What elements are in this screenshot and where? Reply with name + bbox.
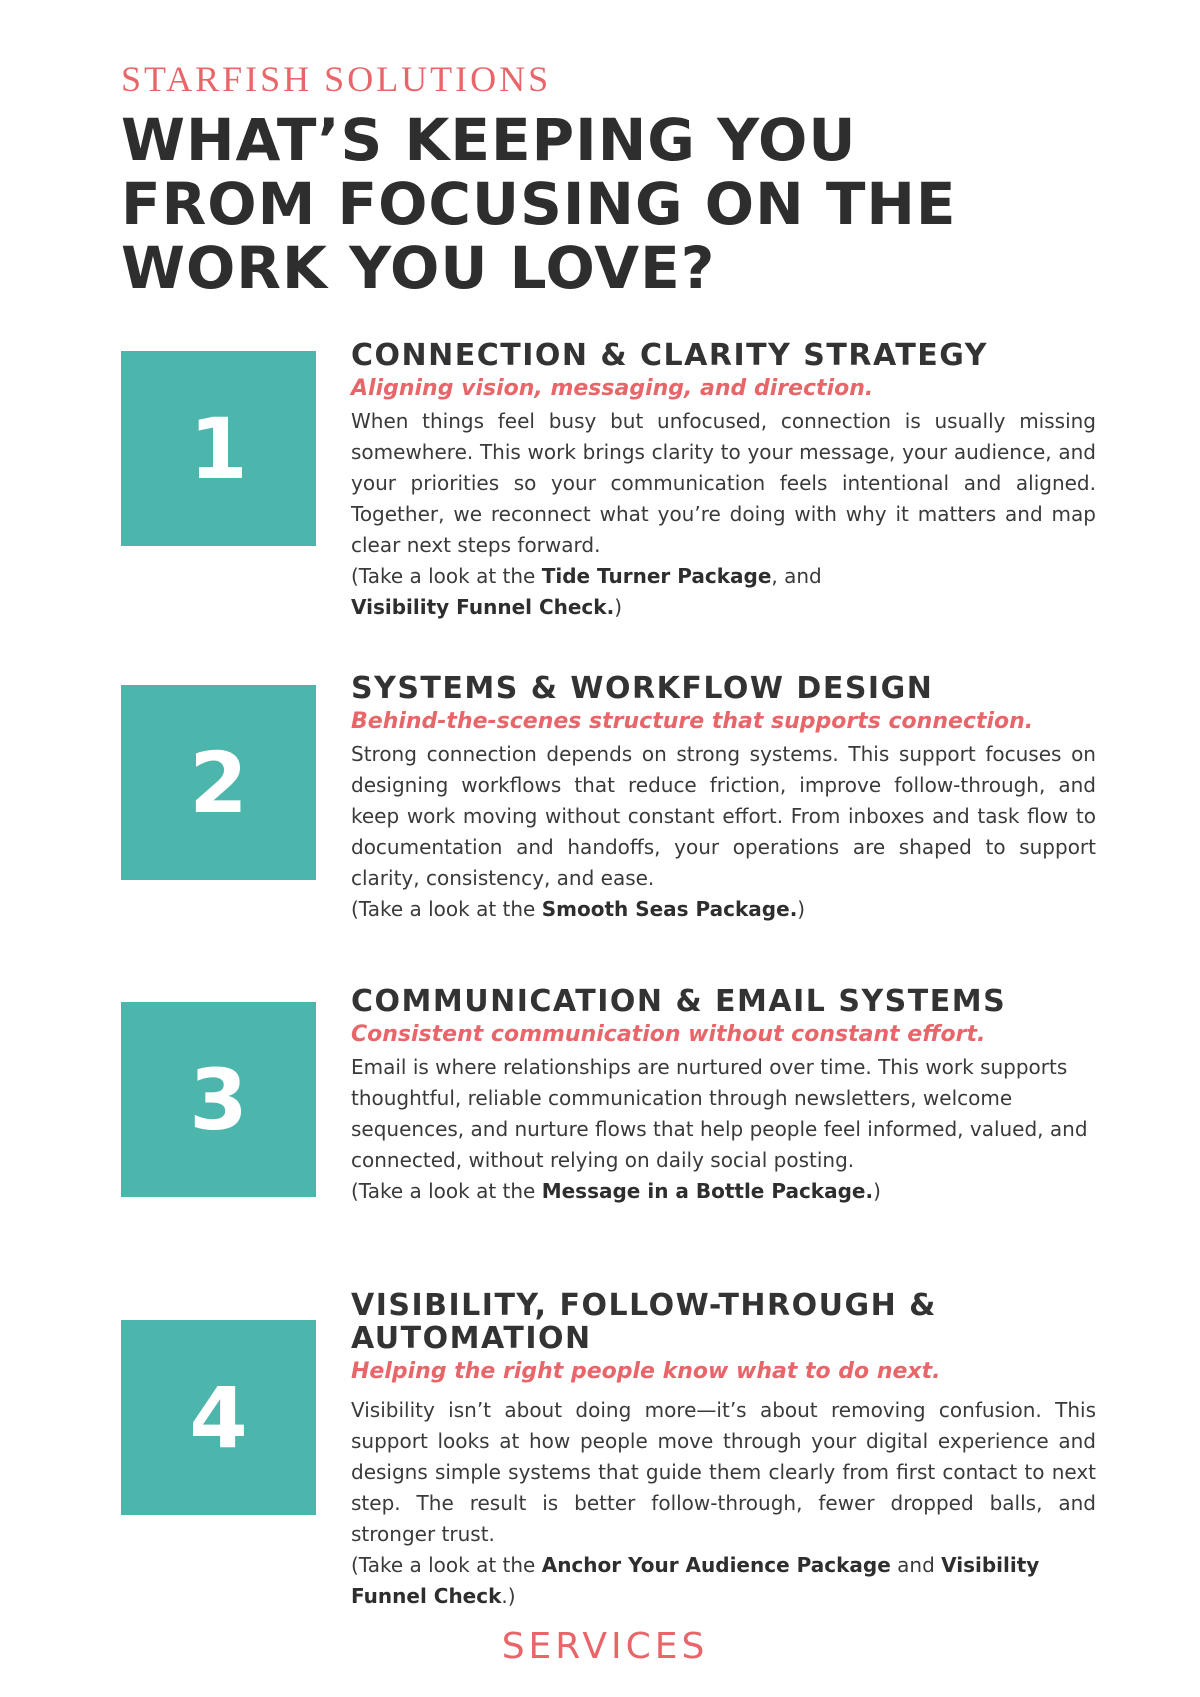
footer-label [0, 1626, 1200, 1667]
package-link[interactable]: Visibility Funnel Check [351, 1553, 1040, 1608]
number-badge-4 [121, 1320, 316, 1515]
section-reference [351, 1176, 1131, 1207]
package-link[interactable]: Anchor Your Audience Package [541, 1553, 891, 1577]
ref-end: .) [501, 1584, 516, 1608]
section-tagline: Consistent communication without constant effort. [351, 1022, 986, 1047]
number-label: 2 [189, 733, 248, 832]
ref-mid: and [890, 1553, 942, 1577]
section-reference [351, 561, 1096, 623]
service-section-1 [351, 339, 1096, 623]
number-badge-2 [121, 685, 316, 880]
number-label: 4 [189, 1368, 248, 1467]
section-title: CONNECTION & CLARITY STRATEGY [351, 338, 988, 373]
number-badge-3 [121, 1002, 316, 1197]
number-label: 1 [189, 399, 248, 498]
ref-prefix: (Take a look at the [351, 564, 542, 588]
service-section-2 [351, 672, 1096, 925]
section-body: Strong connection depends on strong systems. This support focuses on designing workflows that reduce friction, improve follow-through, and keep work moving without constant effort. From inboxes and task flow to documentation and handoffs, your operations are shaped to support clarity, consistency, and ease. [351, 742, 1096, 890]
section-reference [351, 894, 1096, 925]
package-link[interactable]: Visibility Funnel Check. [351, 595, 615, 619]
section-tagline: Helping the right people know what to do next. [351, 1359, 941, 1384]
ref-prefix: (Take a look at the [351, 897, 542, 921]
section-body: Email is where relationships are nurtured over time. This work supports thoughtful, reliable communication through newsletters, welcome sequences, and nurture flows that help people feel informed, valued, and connected, without relying on daily social posting. [351, 1055, 1088, 1172]
ref-end: ) [614, 595, 622, 619]
ref-mid: , and [771, 564, 822, 588]
ref-prefix: (Take a look at the [351, 1179, 542, 1203]
package-link[interactable]: Message in a Bottle Package. [541, 1179, 874, 1203]
number-badge-1 [121, 351, 316, 546]
headline-line: WORK YOU LOVE? [121, 234, 716, 302]
footer-text: SERVICES [501, 1626, 709, 1667]
section-tagline: Aligning vision, messaging, and direction. [351, 376, 874, 401]
headline-line: WHAT’S KEEPING YOU [121, 106, 857, 174]
section-title: COMMUNICATION & EMAIL SYSTEMS [351, 984, 1007, 1019]
service-section-3 [351, 985, 1131, 1207]
package-link[interactable]: Smooth Seas Package. [541, 897, 798, 921]
service-section-4 [351, 1289, 1096, 1612]
ref-prefix: (Take a look at the [351, 1553, 542, 1577]
section-title: SYSTEMS & WORKFLOW DESIGN [351, 671, 934, 706]
ref-end: ) [797, 897, 806, 921]
package-link[interactable]: Tide Turner Package [541, 564, 772, 588]
section-body: Visibility isn’t about doing more—it’s about removing confusion. This support looks at how people move through your digital experience and designs simple systems that guide them clearly from first contact to next step. The result is better follow-through, fewer dropped balls, and stronger trust. [351, 1398, 1096, 1546]
brand-name: STARFISH SOLUTIONS [121, 59, 552, 99]
section-body: When things feel busy but unfocused, connection is usually missing somewhere. This work brings clarity to your message, your audience, and your priorities so your communication feels intentional and aligned. Together, we reconnect what you’re doing with why it matters and map clear next steps forward. [351, 409, 1096, 557]
headline-line: FROM FOCUSING ON THE [121, 170, 957, 238]
ref-end: ) [873, 1179, 881, 1203]
section-reference [351, 1550, 1096, 1612]
section-title: VISIBILITY, FOLLOW-THROUGH & AUTOMATION [351, 1288, 937, 1356]
page-headline [121, 108, 1121, 300]
number-label: 3 [189, 1050, 248, 1149]
section-tagline: Behind-the-scenes structure that supports connection. [351, 709, 1034, 734]
